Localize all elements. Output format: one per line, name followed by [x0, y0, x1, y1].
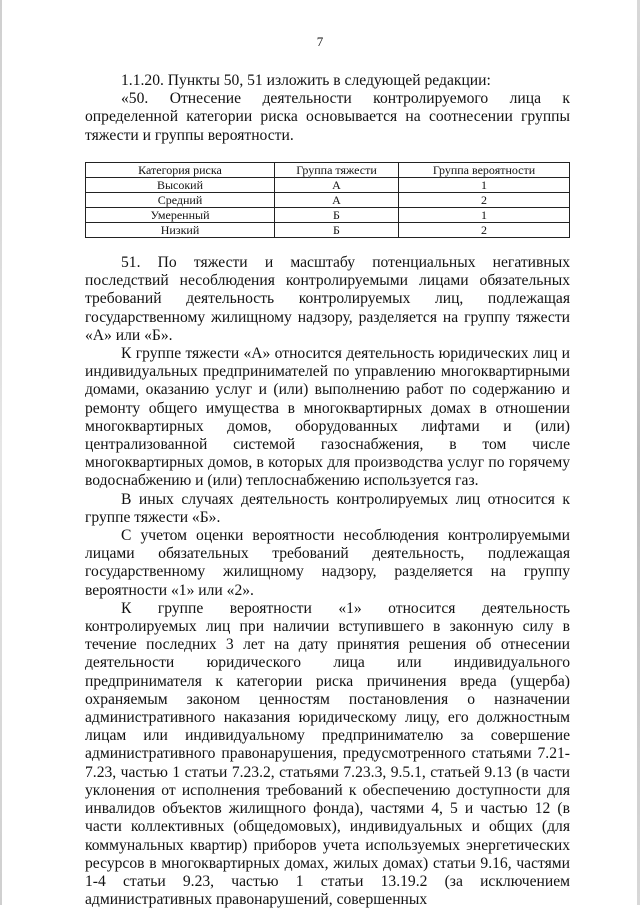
header-risk-category: Категория риска: [86, 163, 275, 178]
paragraph-probability: С учетом оценки вероятности несоблюдения контролируемыми лицами обязательных требований деятельность, подлежащая государственному жилищному надзору, разделяется на группу вероятности «1» или «2».: [85, 527, 570, 599]
table-cell: А: [275, 193, 399, 208]
scan-edge-left: [0, 0, 2, 905]
risk-category-table: [85, 162, 570, 238]
table-cell: 2: [399, 193, 570, 208]
amendment-heading: 1.1.20. Пункты 50, 51 изложить в следующей редакции:: [121, 72, 491, 89]
table-row: [86, 208, 570, 223]
table-cell: 1: [399, 208, 570, 223]
table-row: [86, 193, 570, 208]
table-cell: Б: [275, 208, 399, 223]
page-number: 7: [316, 34, 324, 49]
table-cell: Низкий: [86, 223, 275, 238]
paragraph-probability-1: К группе вероятности «1» относится деятельность контролируемых лиц при наличии вступившего в законную силу в течение последних 3 лет на дату принятия решения об отнесении деятельности юридического лица или индивидуального предпринимателя к категории риска причинения вреда (ущерба) охраняемым законом ценностям постановления о назначении административного наказания юридическому лицу, его должностным лицам или индивидуальному предпринимателю за совершение административного правонарушения, предусмотренного статьями 7.21-7.23, частью 1 статьи 7.23.2, статьями 7.23.3, 9.5.1, статьей 9.13 (в части уклонения от исполнения требований к обеспечению доступности для инвалидов объектов жилищного фонда), частями 4, 5 и частью 12 (в части коллективных (общедомовых), индивидуальных и общих (для коммунальных квартир) приборов учета используемых энергетических ресурсов в многоквартирных домах, жилых домах) статьи 9.16, частями 1-4 статьи 9.23, частью 1 статьи 13.19.2 (за исключением административных правонарушений, совершенных: [85, 599, 570, 909]
header-severity-group: Группа тяжести: [275, 163, 399, 178]
body-section: [85, 254, 570, 909]
paragraph-severity-a: К группе тяжести «А» относится деятельность юридических лиц и индивидуальных предпринимателей по управлению многоквартирными домами, оказанию услуг и (или) выполнению работ по содержанию и ремонту общего имущества в многоквартирных домах в отношении многоквартирных домов, оборудованных лифтами и (или) централизованной системой газоснабжения, в том числе многоквартирных домов, в которых для производства услуг по горячему водоснабжению и (или) теплоснабжению используется газ.: [85, 345, 570, 490]
table-cell: Б: [275, 223, 399, 238]
table-cell: Высокий: [86, 178, 275, 193]
paragraph-severity-b: В иных случаях деятельность контролируемых лиц относится к группе тяжести «Б».: [85, 490, 570, 526]
table-cell: 2: [399, 223, 570, 238]
table-row: [86, 178, 570, 193]
paragraph-50: «50. Отнесение деятельности контролируемого лица к определенной категории риска основывается на соотнесении группы тяжести и группы вероятности.: [85, 90, 570, 144]
table-cell: А: [275, 178, 399, 193]
table-header-row: [86, 163, 570, 178]
table-cell: Умеренный: [86, 208, 275, 223]
table-row: [86, 223, 570, 238]
intro-section: [85, 72, 570, 145]
paragraph-51: 51. По тяжести и масштабу потенциальных негативных последствий несоблюдения контролируемыми лицами обязательных требований деятельность контролируемых лиц, подлежащая государственному жилищному надзору, разделяется на группу тяжести «А» или «Б».: [85, 254, 570, 344]
header-probability-group: Группа вероятности: [399, 163, 570, 178]
table-cell: Средний: [86, 193, 275, 208]
table-cell: 1: [399, 178, 570, 193]
